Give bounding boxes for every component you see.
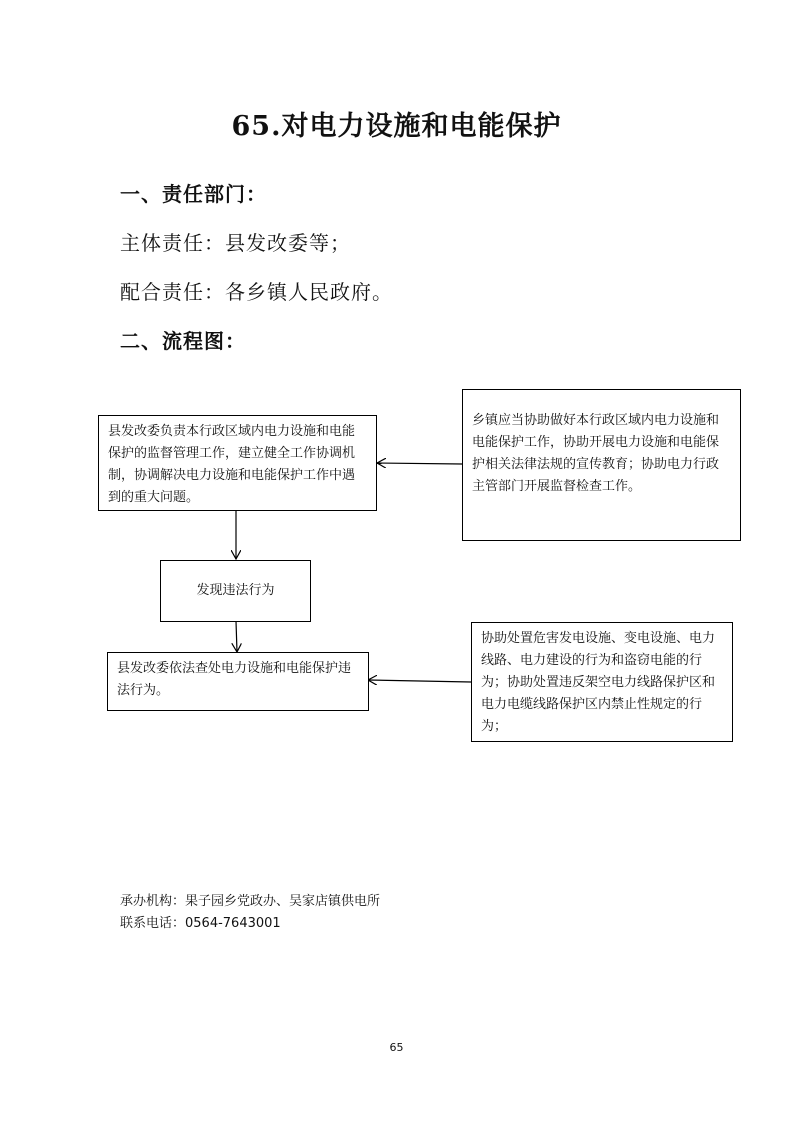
investigate-box: 县发改委依法查处电力设施和电能保护违法行为。 — [107, 652, 369, 711]
assist-handle-box: 协助处置危害发电设施、变电设施、电力线路、电力建设的行为和盗窃电能的行为；协助处置违反架空电力线路保护区和电力电缆线路保护区内禁止性规定的行为； — [471, 622, 733, 742]
primary-responsibility: 主体责任：县发改委等； — [120, 231, 351, 255]
page-number: 65 — [389, 1041, 404, 1054]
cooperating-responsibility: 配合责任：各乡镇人民政府。 — [120, 280, 393, 304]
town-assist-box: 乡镇应当协助做好本行政区域内电力设施和电能保护工作，协助开展电力设施和电能保护相关法律法规的宣传教育；协助电力行政主管部门开展监督检查工作。 — [462, 389, 741, 541]
arrow-assist-handle-to-investigate — [368, 680, 471, 682]
page-title: 65.对电力设施和电能保护 — [231, 111, 562, 142]
duty-box: 县发改委负责本行政区域内电力设施和电能保护的监督管理工作，建立健全工作协调机制，协调解决电力设施和电能保护工作中遇到的重大问题。 — [98, 415, 377, 511]
section-heading-flowchart: 二、流程图： — [120, 329, 246, 353]
discover-violation-box: 发现违法行为 — [160, 560, 311, 622]
contact-phone: 联系电话：0564-7643001 — [120, 916, 281, 931]
organizer-info: 承办机构：果子园乡党政办、吴家店镇供电所 — [120, 894, 381, 909]
section-heading-responsible-departments: 一、责任部门： — [120, 182, 267, 206]
arrow-town-assist-to-duty — [377, 463, 462, 464]
arrow-discover-to-investigate — [236, 621, 237, 652]
